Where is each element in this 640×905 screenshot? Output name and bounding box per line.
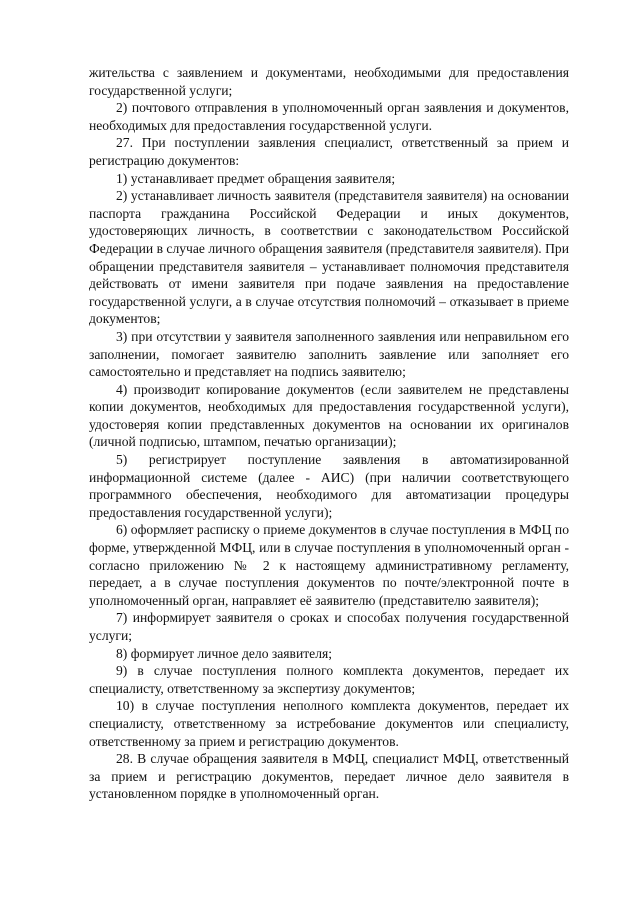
paragraph-item-9: 9) в случае поступления полного комплекта документов, передает их специалисту, ответственному за экспертизу документов; (89, 663, 569, 696)
paragraph-item-10: 10) в случае поступления неполного комплекта документов, передает их специалисту, ответственному за истребование документов или специалисту, ответственному за прием и регистрацию документов. (89, 698, 569, 749)
paragraph-item-1: 1) устанавливает предмет обращения заявителя; (116, 170, 396, 186)
document-body (89, 64, 569, 803)
paragraph-continuation: жительства с заявлением и документами, необходимыми для предоставления государственной услуги; (89, 65, 569, 98)
paragraph-item-3: 3) при отсутствии у заявителя заполненного заявления или неправильном его заполнении, помогает заявителю заполнить заявление или заполняет его самостоятельно и представляет на подпись заявителю; (89, 328, 569, 380)
paragraph-item-7: 7) информирует заявителя о сроках и способах получения государственной услуги; (89, 610, 569, 643)
paragraph-item-2-postal: 2) почтового отправления в уполномоченный орган заявления и документов, необходимых для предоставления государственной услуги. (89, 100, 569, 133)
paragraph-item-6: 6) оформляет расписку о приеме документов в случае поступления в МФЦ по форме, утвержденной МФЦ, или в случае поступления в уполномоченный орган - согласно приложению № 2 к настоящему административному регламенту, передает, а в случае поступления документов по почте/электронной почте в уполномоченный орган, направляет её заявителю (представителю заявителя); (89, 522, 569, 608)
paragraph-clause-27: 27. При поступлении заявления специалист, ответственный за прием и регистрацию документов: (89, 135, 569, 168)
paragraph-item-2: 2) устанавливает личность заявителя (представителя заявителя) на основании паспорта гражданина Российской Федерации и иных документов, удостоверяющих личность, в соответствии с законодательством Российской Федерации в случае личного обращения заявителя (представителя заявителя). При обращении представителя заявителя – устанавливает полномочия представителя действовать от имени заявителя при подаче заявления на предоставление государственной услуги, а в случае отсутствия полномочий – отказывает в приеме документов; (89, 188, 569, 327)
paragraph-item-4: 4) производит копирование документов (если заявителем не представлены копии документов, необходимых для предоставления государственной услуги), удостоверяя копии представленных документов на основании их оригиналов (личной подписью, штампом, печатью организации); (89, 381, 569, 450)
paragraph-clause-28: 28. В случае обращения заявителя в МФЦ, специалист МФЦ, ответственный за прием и регистрацию документов, передает личное дело заявителя в установленном порядке в уполномоченный орган. (89, 751, 569, 802)
paragraph-item-8: 8) формирует личное дело заявителя; (116, 645, 333, 661)
paragraph-item-5: 5) регистрирует поступление заявления в автоматизированной информационной системе (далее - АИС) (при наличии соответствующего программного обеспечения, необходимого для автоматизации процедуры предоставления государственной услуги); (89, 452, 569, 520)
